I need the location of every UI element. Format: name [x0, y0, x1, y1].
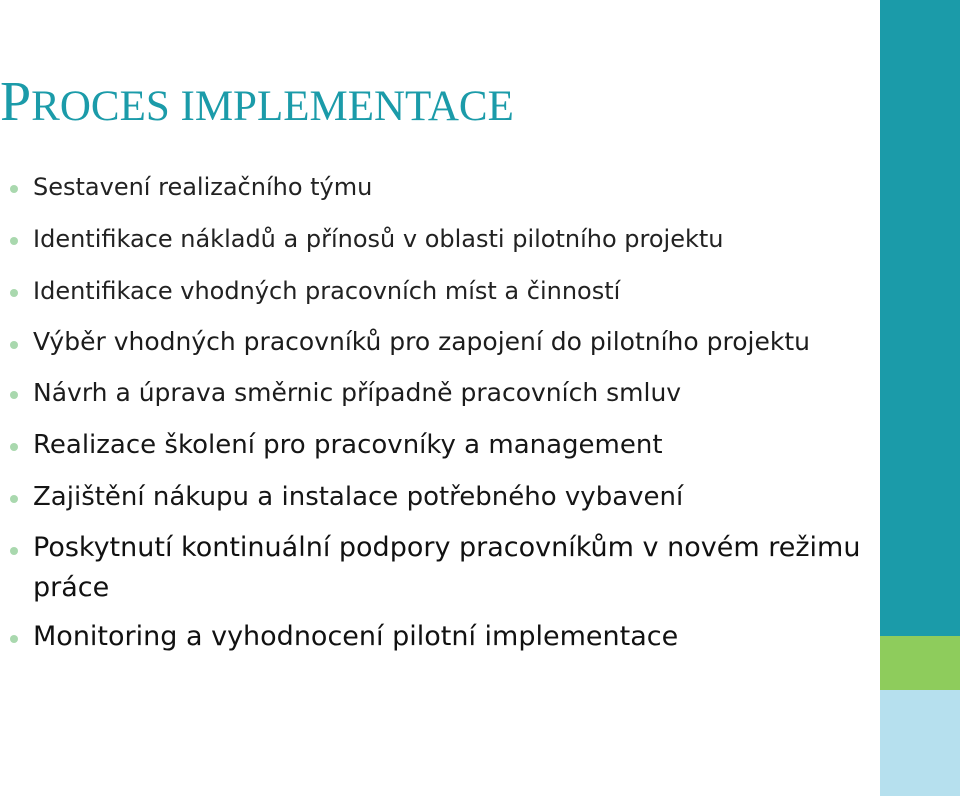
bullet-item [8, 616, 868, 658]
title-rest: ROCES IMPLEMENTACE [31, 83, 514, 130]
bullet-item [8, 372, 868, 414]
bullet-icon [10, 289, 18, 297]
bullet-item [8, 166, 868, 208]
sidebar-green-block [880, 636, 960, 690]
bullet-text: Výběr vhodných pracovníků pro zapojení do pilotního projektu [33, 327, 810, 356]
bullet-text: Poskytnutí kontinuální podpory pracovníkům v novém režimu práce [33, 532, 861, 603]
title-initial: P [0, 71, 32, 133]
bullet-text: Návrh a úprava směrnic případně pracovních smluv [33, 378, 682, 407]
decorative-sidebar [880, 0, 960, 796]
bullet-icon [10, 443, 18, 451]
slide-title [0, 66, 514, 143]
sidebar-teal-block [880, 0, 960, 636]
bullet-text: Identifikace nákladů a přínosů v oblasti pilotního projektu [33, 225, 724, 253]
bullet-icon [10, 547, 18, 555]
bullet-icon [10, 185, 18, 193]
bullet-icon [10, 495, 18, 503]
sidebar-light-block [880, 690, 960, 796]
bullet-icon [10, 391, 18, 399]
bullet-icon [10, 635, 18, 643]
bullet-text: Monitoring a vyhodnocení pilotní implementace [33, 621, 679, 652]
bullet-text: Zajištění nákupu a instalace potřebného vybavení [33, 482, 684, 512]
bullet-item [8, 218, 868, 260]
bullet-item [8, 270, 868, 312]
bullet-item [8, 476, 868, 518]
bullet-text: Sestavení realizačního týmu [33, 173, 373, 201]
bullet-item [8, 322, 868, 362]
bullet-icon [10, 341, 18, 349]
bullet-list [8, 166, 868, 658]
bullet-icon [10, 237, 18, 245]
bullet-item [8, 424, 868, 466]
bullet-item [8, 528, 868, 608]
bullet-text: Realizace školení pro pracovníky a management [33, 430, 663, 460]
bullet-text: Identifikace vhodných pracovních míst a činností [33, 277, 621, 305]
